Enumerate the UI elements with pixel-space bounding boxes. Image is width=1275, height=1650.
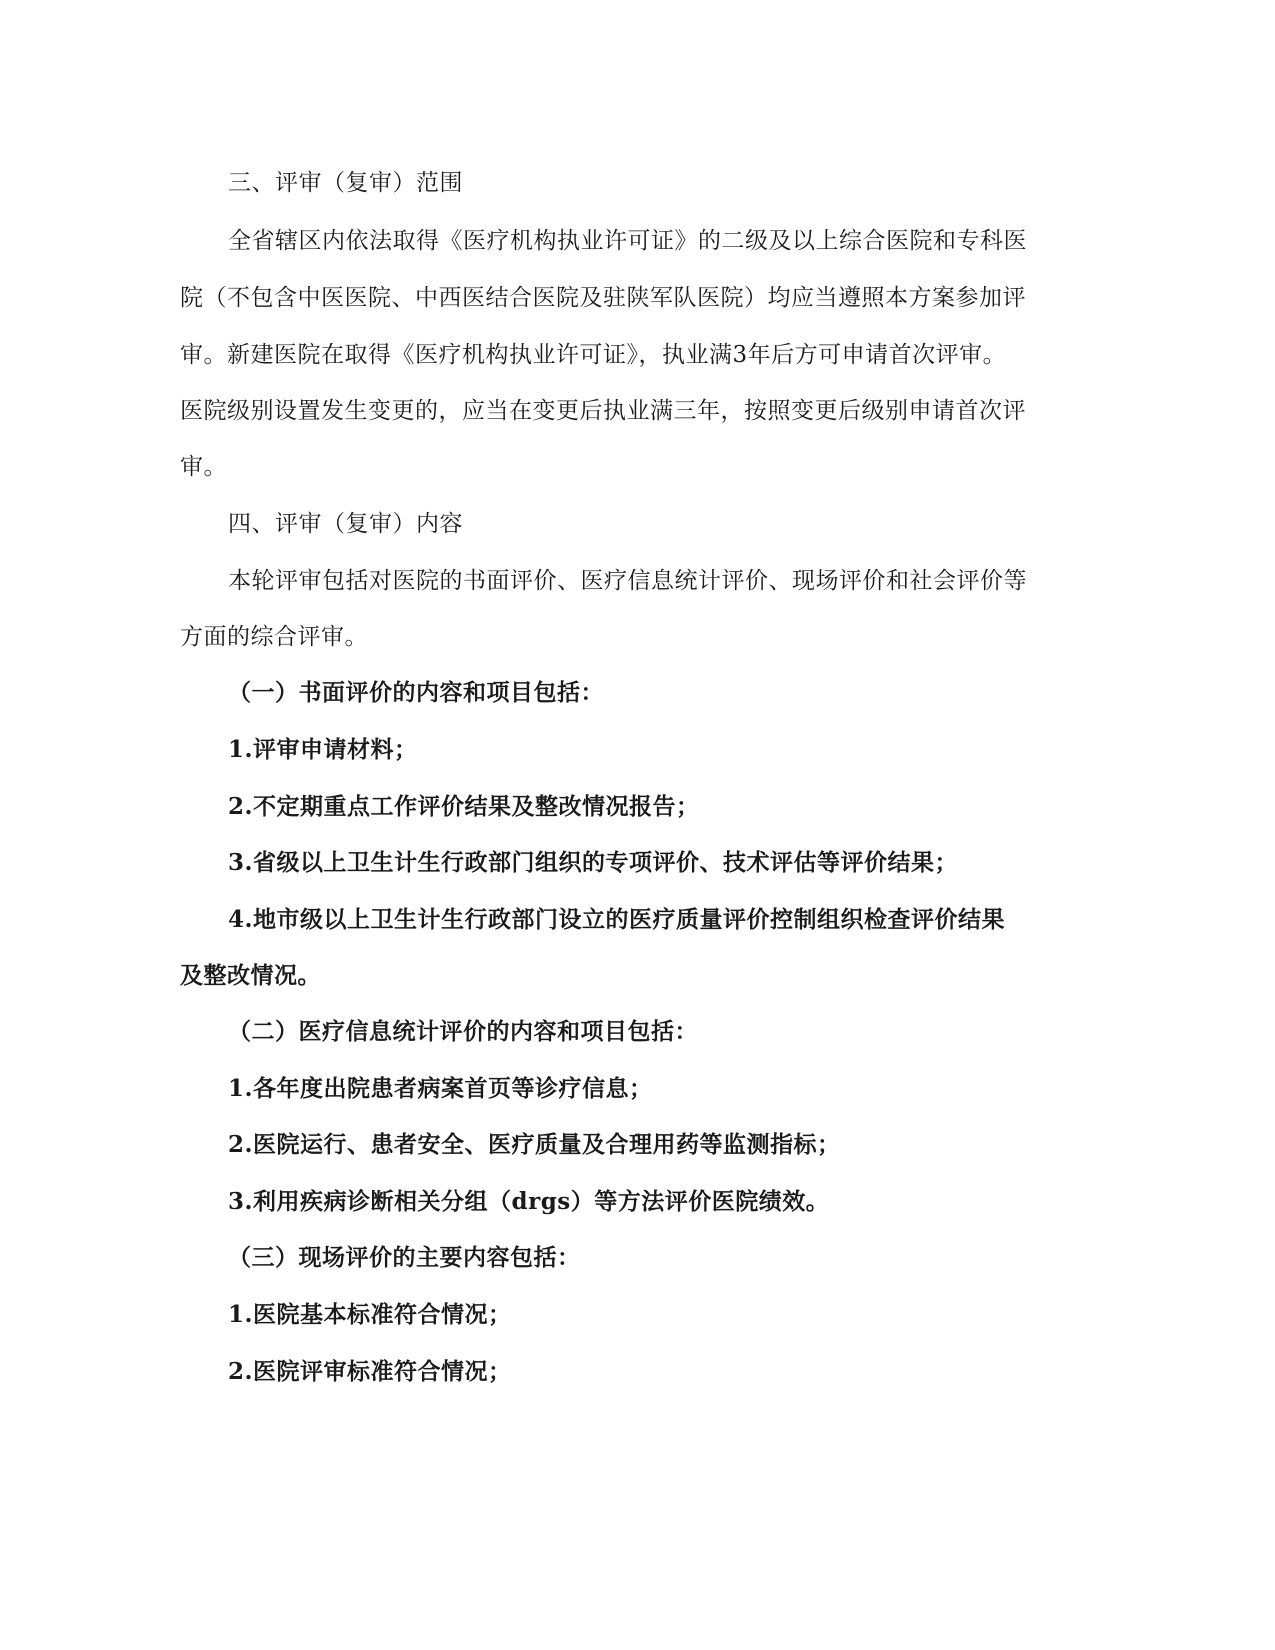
section-heading-4: 四、评审（复审）内容 [228,511,463,537]
list-item: 1.评审申请材料； [228,736,418,763]
paragraph-line: 本轮评审包括对医院的书面评价、医疗信息统计评价、现场评价和社会评价等 [228,568,1027,594]
list-item: 3.省级以上卫生计生行政部门组织的专项评价、技术评估等评价结果； [228,849,959,876]
paragraph-line: 院（不包含中医医院、中西医结合医院及驻陕军队医院）均应当遵照本方案参加评 [180,285,1026,311]
list-item: 1.各年度出院患者病案首页等诊疗信息； [228,1075,653,1102]
section-heading-3: 三、评审（复审）范围 [228,170,463,196]
list-item-continuation: 及整改情况。 [180,962,321,989]
paragraph-line: 审。 [180,454,227,480]
paragraph-line: 医院级别设置发生变更的，应当在变更后执业满三年，按照变更后级别申请首次评 [180,398,1026,424]
subsection-heading-3: （三）现场评价的主要内容包括： [228,1244,581,1271]
list-item: 2.不定期重点工作评价结果及整改情况报告； [228,793,700,820]
list-item: 3.利用疾病诊断相关分组（drgs）等方法评价医院绩效。 [228,1188,830,1215]
list-item: 1.医院基本标准符合情况； [228,1301,512,1328]
list-item: 4.地市级以上卫生计生行政部门设立的医疗质量评价控制组织检查评价结果 [228,906,1006,933]
paragraph-line: 方面的综合评审。 [180,624,368,650]
paragraph-line: 审。新建医院在取得《医疗机构执业许可证》，执业满3年后方可申请首次评审。 [180,342,1007,368]
subsection-heading-1: （一）书面评价的内容和项目包括： [228,679,604,706]
subsection-heading-2: （二）医疗信息统计评价的内容和项目包括： [228,1018,698,1045]
list-item: 2.医院运行、患者安全、医疗质量及合理用药等监测指标； [228,1131,841,1158]
list-item: 2.医院评审标准符合情况； [228,1358,512,1385]
paragraph-line: 全省辖区内依法取得《医疗机构执业许可证》的二级及以上综合医院和专科医 [228,228,1027,254]
